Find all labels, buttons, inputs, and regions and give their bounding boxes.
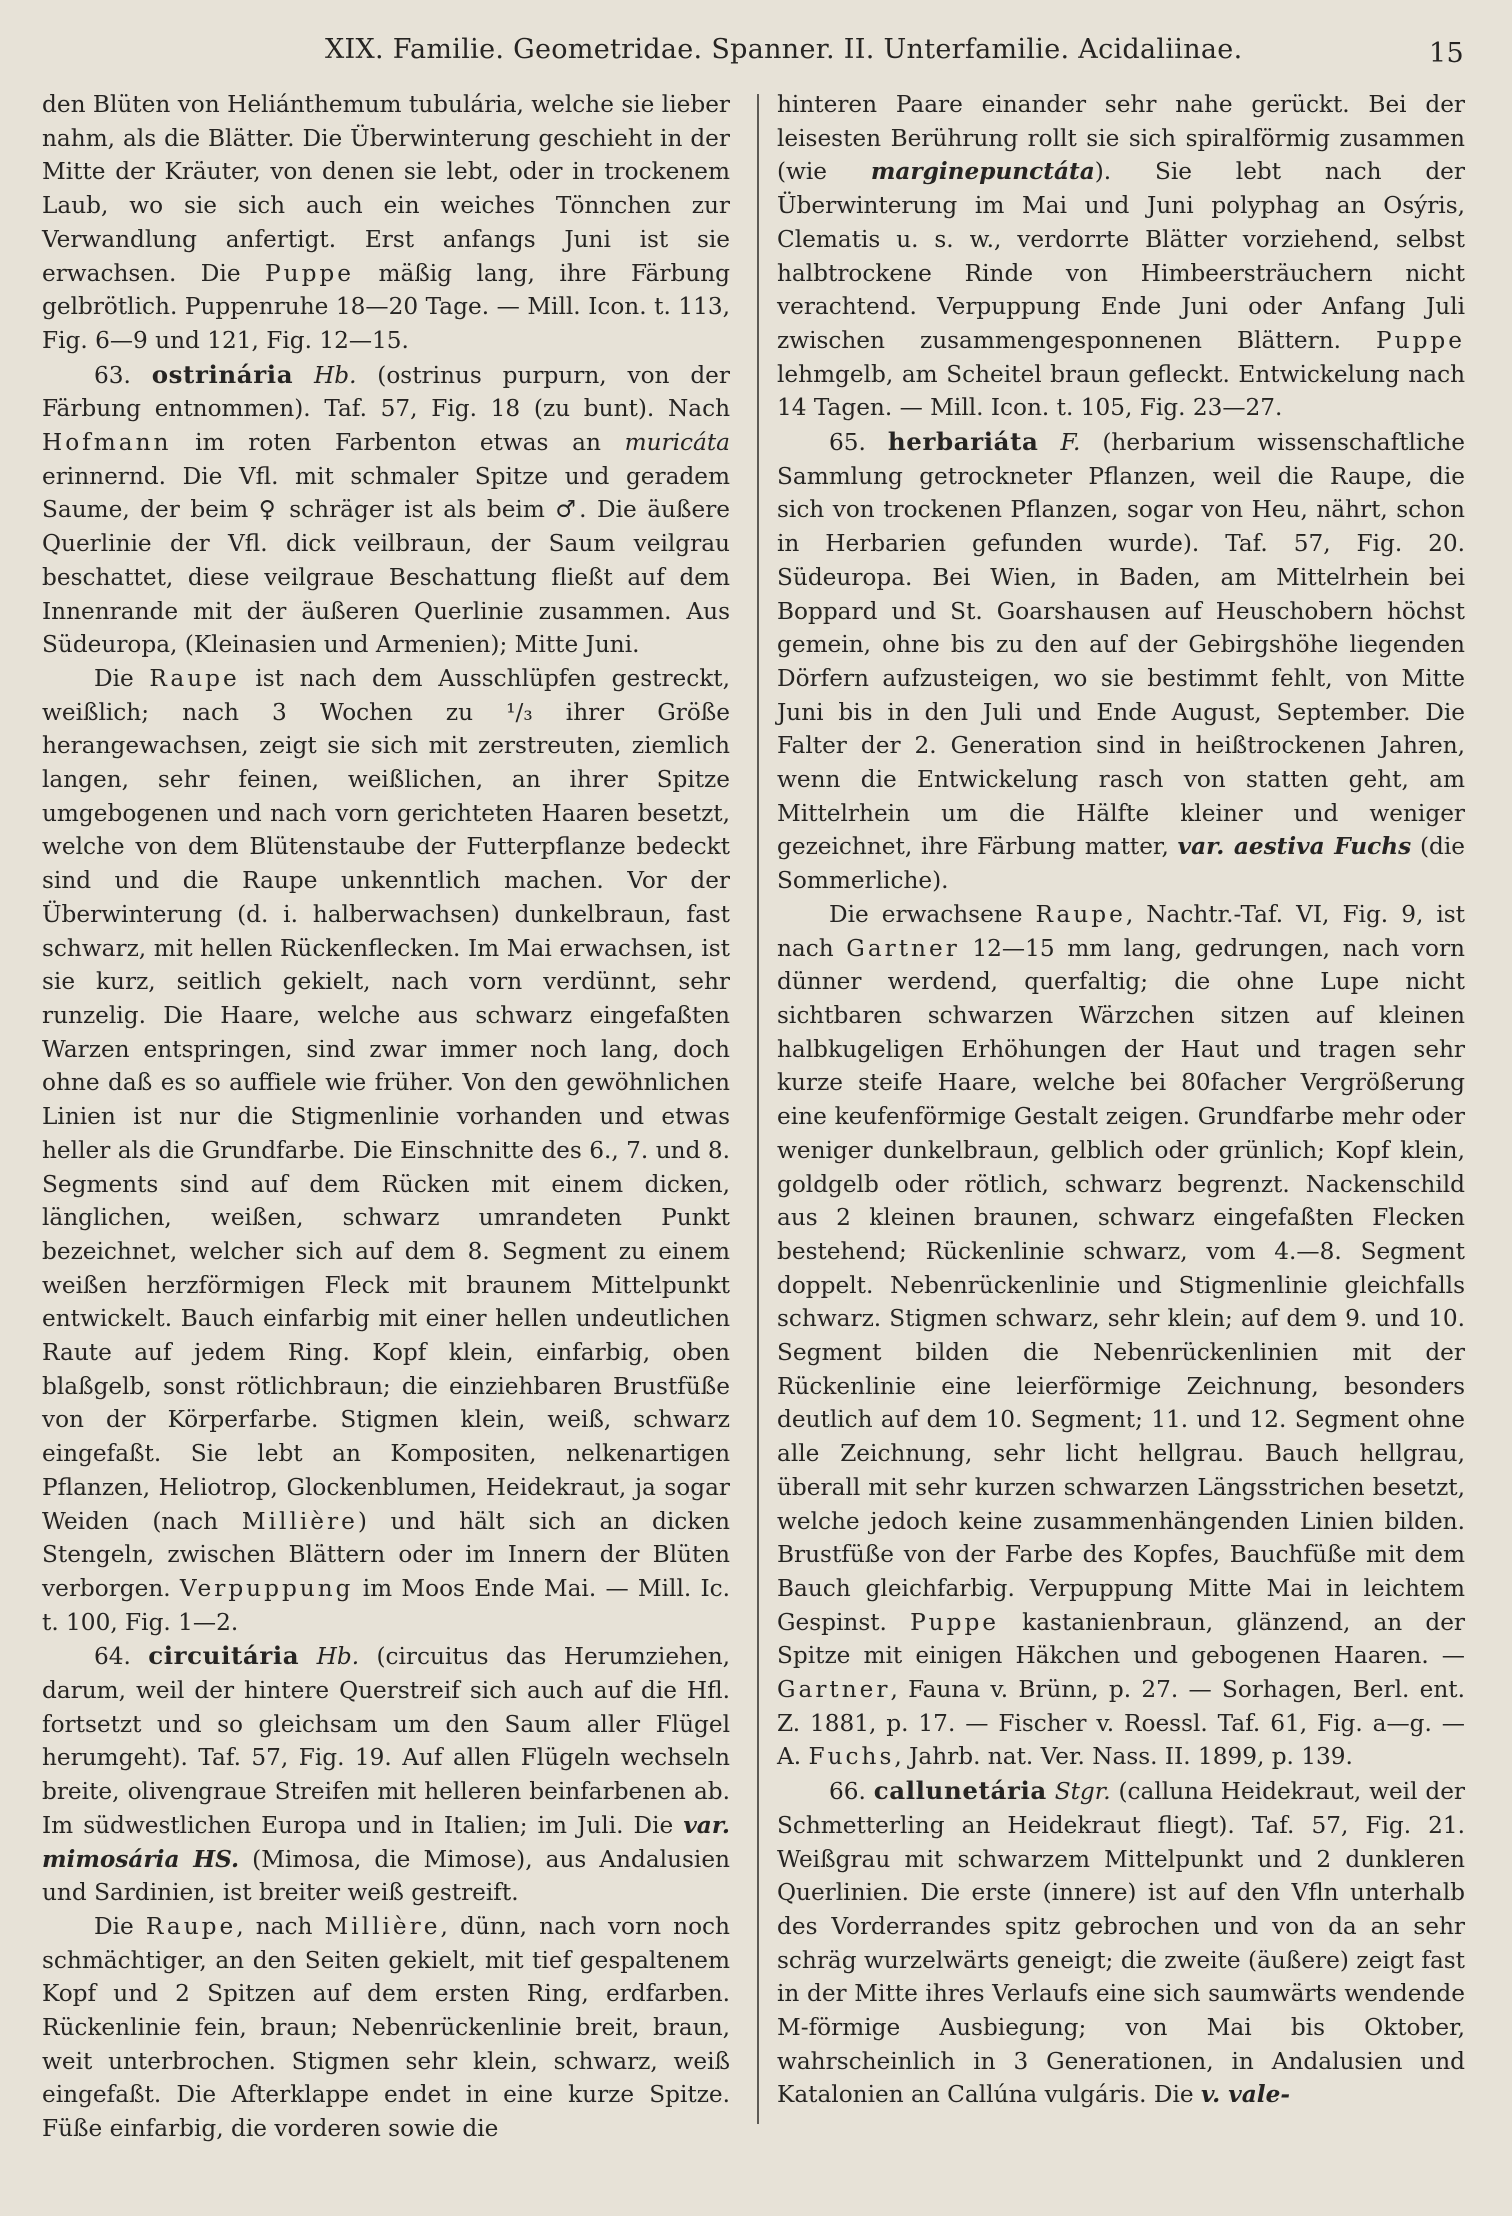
species-entry-63: 63. ostrinária Hb. (ostrinus purpurn, von der Färbung entnommen). Taf. 57, Fig. 18 (zu bunt). Nach Hofmann im roten Farbenton etwas an muricáta erinnernd. Die Vfl. mit schmaler Spitze und geradem Saume, der beim ♀ schräger ist als beim ♂. Die äußere Querlinie der Vfl. dick veilbraun, der Saum veilgrau beschattet, diese veilgraue Beschattung fließt auf dem Innenrande mit der äußeren Querlinie zusammen. Aus Südeuropa, (Kleinasien und Armenien); Mitte Juni. bbox=[42, 359, 730, 659]
right-column bbox=[777, 88, 1465, 2112]
paragraph-continuation: hinteren Paare einander sehr nahe gerückt. Bei der leisesten Berührung rollt sie sich spiralförmig zusammen (wie marginepunctáta). Sie lebt nach der Überwinterung im Mai und Juni polyphag an Osýris, Clematis u. s. w., verdorrte Blätter vorziehend, selbst halbtrockene Rinde von Himbeersträuchern nicht verachtend. Verpuppung Ende Juni oder Anfang Juli zwischen zusammengesponnenen Blättern. Puppe lehmgelb, am Scheitel braun gefleckt. Entwickelung nach 14 Tagen. — Mill. Icon. t. 105, Fig. 23—27. bbox=[777, 91, 1465, 422]
larva-description-64: Die Raupe, nach Millière, dünn, nach vorn noch schmächtiger, an den Seiten gekielt, mit tief gespaltenem Kopf und 2 Spitzen auf dem ersten Ring, erdfarben. Rückenlinie fein, braun; Nebenrückenlinie breit, braun, weit unterbrochen. Stigmen sehr klein, schwarz, weiß eingefaßt. Die Afterklappe endet in eine kurze Spitze. Füße einfarbig, die vorderen sowie die bbox=[42, 1912, 730, 2143]
left-column bbox=[42, 88, 730, 2146]
species-name: herbariáta bbox=[887, 427, 1039, 457]
species-name: callunetária bbox=[873, 1776, 1047, 1806]
species-name: ostrinária bbox=[151, 359, 294, 389]
species-entry-64: 64. circuitária Hb. (circuitus das Herumziehen, darum, weil der hintere Querstreif sich auch auf die Hfl. fortsetzt und so gleichsam um den Saum aller Flügel herumgeht). Taf. 57, Fig. 19. Auf allen Flügeln wechseln breite, olivengraue Streifen mit helleren beinfarbenen ab. Im südwestlichen Europa und in Italien; im Juli. Die var. mimosária HS. (Mimosa, die Mimose), aus Andalusien und Sardinien, ist breiter weiß gestreift. bbox=[42, 1641, 731, 1907]
column-divider bbox=[757, 94, 759, 2124]
larva-description-63: Die Raupe ist nach dem Ausschlüpfen gestreckt, weißlich; nach 3 Wochen zu ¹/₃ ihrer Größe herangewachsen, zeigt sie sich mit zerstreuten, ziemlich langen, sehr feinen, weißlichen, an ihrer Spitze umgebogenen und nach vorn gerichteten Haaren besetzt, welche von dem Blütenstaube der Futterpflanze bedeckt sind und die Raupe unkenntlich machen. Vor der Überwinterung (d. i. halberwachsen) dunkelbraun, fast schwarz, mit hellen Rückenflecken. Im Mai erwachsen, ist sie kurz, seitlich gekielt, nach vorn verdünnt, sehr runzelig. Die Haare, welche aus schwarz eingefaßten Warzen entspringen, sind zwar immer noch lang, doch ohne daß es so auffiele wie früher. Von den gewöhnlichen Linien ist nur die Stigmenlinie vorhanden und etwas heller als die Grundfarbe. Die Einschnitte des 6., 7. und 8. Segments sind auf dem Rücken mit einem dicken, länglichen, weißen, schwarz umrandeten Punkt bezeichnet, welcher sich auf dem 8. Segment zu einem weißen herzförmigen Fleck mit braunem Mittelpunkt entwickelt. Bauch einfarbig mit einer hellen undeutlichen Raute auf jedem Ring. Kopf klein, einfarbig, oben blaßgelb, sonst rötlichbraun; die einziehbaren Brustfüße von der Körperfarbe. Stigmen klein, weiß, schwarz eingefaßt. Sie lebt an Kompositen, nelkenartigen Pflanzen, Heliotrop, Glockenblumen, Heidekraut, ja sogar Weiden (nach Millière) und hält sich an dicken Stengeln, zwischen Blättern oder im Innern der Blüten verborgen. Verpuppung im Moos Ende Mai. — Mill. Ic. t. 100, Fig. 1—2. bbox=[42, 664, 730, 1636]
species-entry-65: 65. herbariáta F. (herbarium wissenschaftliche Sammlung getrockneter Pflanzen, weil die Raupe, die sich von trockenen Pflanzen, sogar von Heu, nährt, schon in Herbarien gefunden wurde). Taf. 57, Fig. 20. Südeuropa. Bei Wien, in Baden, am Mittelrhein bei Boppard und St. Goarshausen auf Heuschobern höchst gemein, ohne bis zu den auf der Gebirgshöhe liegenden Dörfern aufzusteigen, wo sie bestimmt fehlt, von Mitte Juni bis in den Juli und Ende August, September. Die Falter der 2. Generation sind in heißtrockenen Jahren, wenn die Entwickelung rasch von statten geht, am Mittelrhein um die Hälfte kleiner und weniger gezeichnet, ihre Färbung matter, var. aestiva Fuchs (die Sommerliche). bbox=[777, 427, 1465, 895]
species-name: circuitária bbox=[148, 1641, 300, 1671]
species-entry-66: 66. callunetária Stgr. (calluna Heidekraut, weil der Schmetterling an Heidekraut fliegt). Taf. 57, Fig. 21. Weißgrau mit schwarzem Mittelpunkt und 2 dunkleren Querlinien. Die erste (innere) ist auf den Vfln unterhalb des Vorderrandes spitz gebrochen und von da an sehr schräg wurzelwärts geneigt; die zweite (äußere) zeigt fast in der Mitte ihres Verlaufs eine sich saumwärts wendende M-förmige Ausbiegung; von Mai bis Oktober, wahrscheinlich in 3 Generationen, in Andalusien und Katalonien an Callúna vulgáris. Die v. vale- bbox=[777, 1776, 1466, 2109]
running-title: XIX. Familie. Geometridae. Spanner. II. Unterfamilie. Acidaliinae. bbox=[325, 34, 1243, 65]
running-header bbox=[0, 34, 1512, 74]
larva-description-65: Die erwachsene Raupe, Nachtr.-Taf. VI, Fig. 9, ist nach Gartner 12—15 mm lang, gedrungen, nach vorn dünner werdend, querfaltig; die ohne Lupe nicht sichtbaren schwarzen Wärzchen sitzen auf kleinen halbkugeligen Erhöhungen der Haut und tragen sehr kurze steife Haare, welche bei 80facher Vergrößerung eine keufenförmige Gestalt zeigen. Grundfarbe mehr oder weniger dunkelbraun, gelblich oder grünlich; Kopf klein, goldgelb oder rötlich, schwarz begrenzt. Nackenschild aus 2 kleinen braunen, schwarz eingefaßten Flecken bestehend; Rückenlinie schwarz, vom 4.—8. Segment doppelt. Nebenrückenlinie und Stigmenlinie gleichfalls schwarz. Stigmen schwarz, sehr klein; auf dem 9. und 10. Segment bilden die Nebenrückenlinien mit der Rückenlinie eine leierförmige Zeichnung, besonders deutlich auf dem 10. Segment; 11. und 12. Segment ohne alle Zeichnung, sehr licht hellgrau. Bauch hellgrau, überall mit sehr kurzen schwarzen Längsstrichen besetzt, welche jedoch keine zusammenhängenden Linien bilden. Brustfüße von der Farbe des Kopfes, Bauchfüße mit dem Bauch gleichfarbig. Verpuppung Mitte Mai in leichtem Gespinst. Puppe kastanienbraun, glänzend, an der Spitze mit einigen Häkchen und gebogenen Haaren. — Gartner, Fauna v. Brünn, p. 27. — Sorhagen, Berl. ent. Z. 1881, p. 17. — Fischer v. Roessl. Taf. 61, Fig. a—g. — A. Fuchs, Jahrb. nat. Ver. Nass. II. 1899, p. 139. bbox=[777, 900, 1466, 1771]
paragraph-continuation: den Blüten von Heliánthemum tubulária, welche sie lieber nahm, als die Blätter. Die Überwinterung geschieht in der Mitte der Kräuter, von denen sie lebt, oder in trockenem Laub, wo sie sich auch ein weiches Tönnchen zur Verwandlung anfertigt. Erst anfangs Juni ist sie erwachsen. Die Puppe mäßig lang, ihre Färbung gelbrötlich. Puppenruhe 18—20 Tage. — Mill. Icon. t. 113, Fig. 6—9 und 121, Fig. 12—15. bbox=[42, 91, 731, 354]
page-number: 15 bbox=[1429, 38, 1464, 69]
